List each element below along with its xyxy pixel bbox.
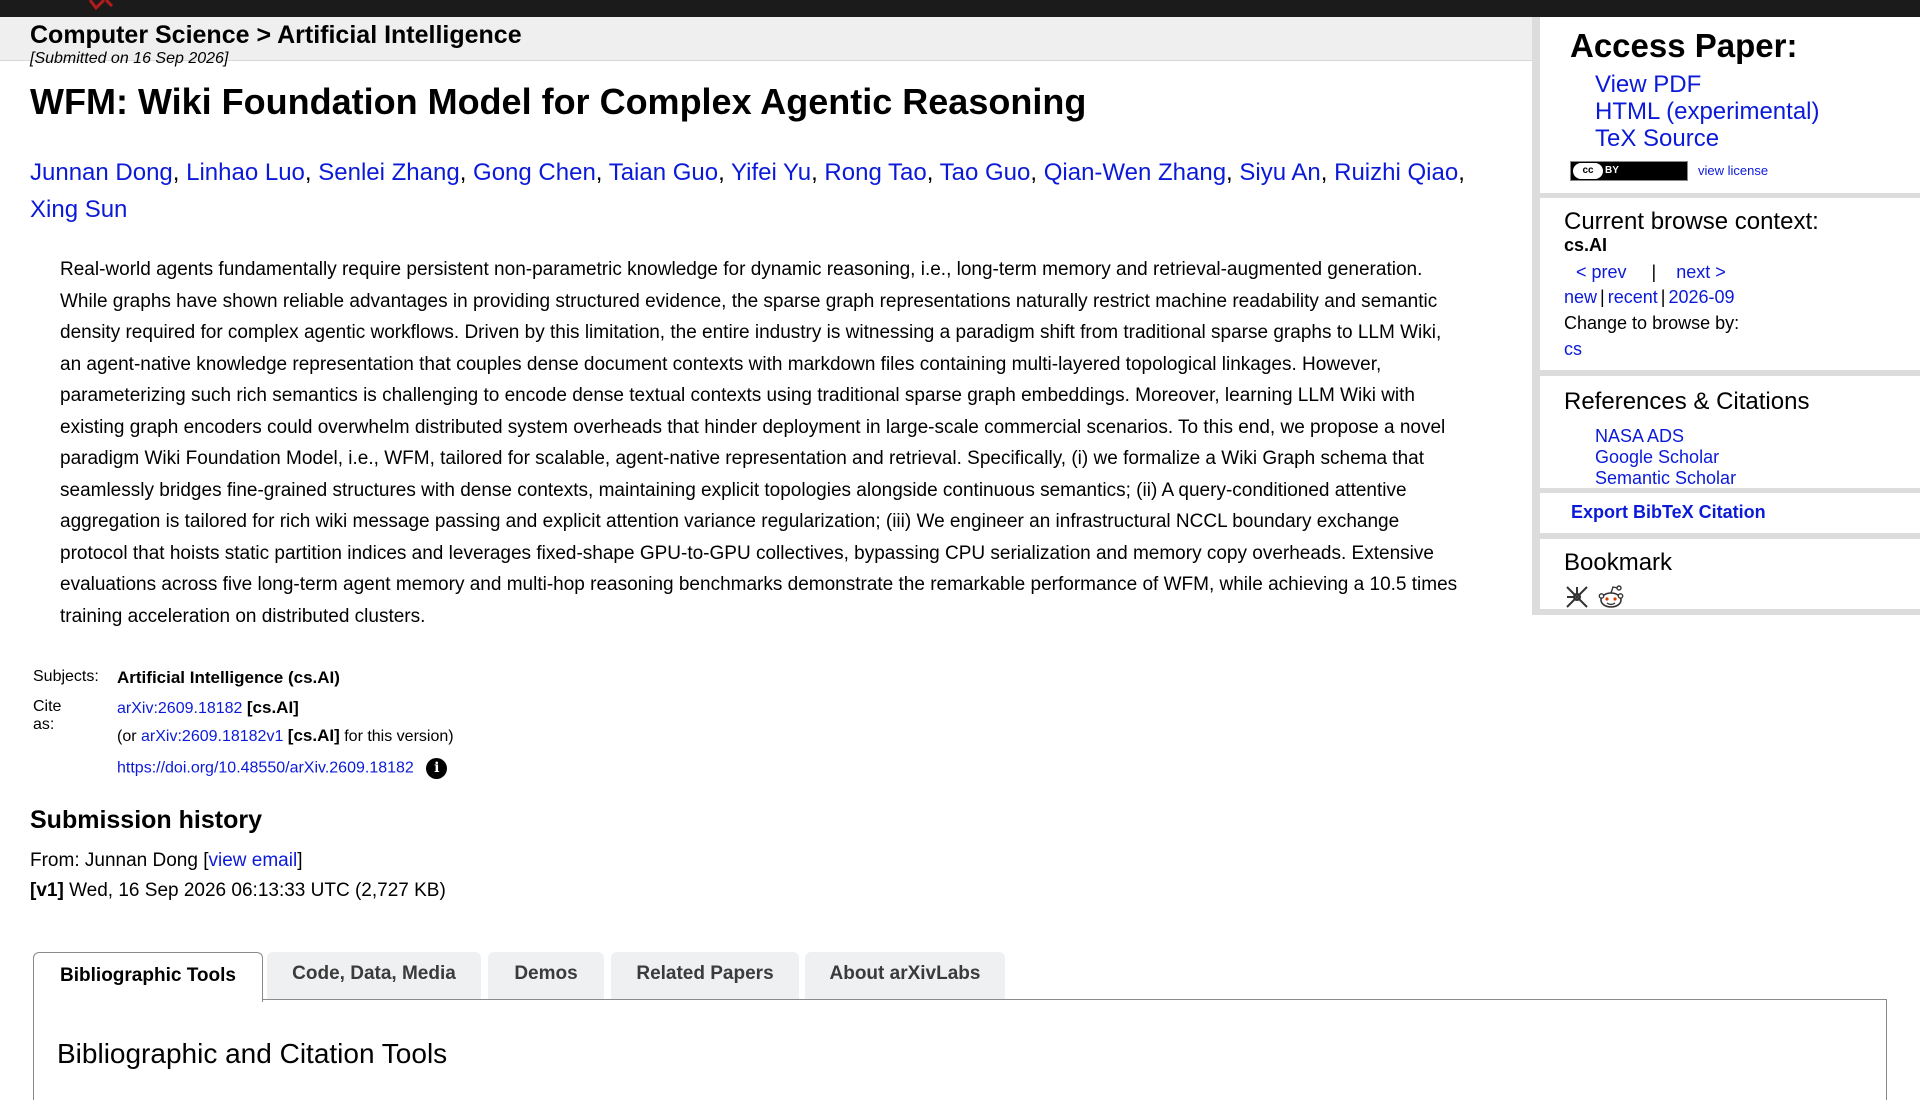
submission-date: [Submitted on 16 Sep 2026]	[30, 50, 229, 67]
tab-about-arxivlabs[interactable]: About arXivLabs	[805, 952, 1005, 999]
abstract: Real-world agents fundamentally require persistent non-parametric knowledge for dynamic reasoning, i.e., long-term memory and retrieval-augmented generation. While graphs have shown reliable advantages in providing structured evidence, the sparse graph representations naturally restrict machine readability and semantic density required for complex agentic workflows. Driven by this limitation, the entire industry is witnessing a paradigm shift from traditional sparse graphs to LLM Wiki, an agent-native knowledge representation that couples dense document contexts with markdown files containing multi-layered topological linkages. However, parameterizing such rich semantics is challenging to encode dense textual contexts using traditional sparse graph embeddings. Moreover, learning LLM Wiki with existing graph encoders could overwhelm distributed system overheads that hinder deployment in large-scale commercial scenarios. To this end, we propose a novel paradigm Wiki Foundation Model, i.e., WFM, tailored for scalable, agent-native representation and retrieval. Specifically, (i) we formalize a Wiki Graph schema that seamlessly bridges fine-grained structures with dense contexts, maintaining explicit topologies alongside continuous semantics; (ii) A query-conditioned attentive aggregation is tailored for rich wiki message passing and explicit attention variance regularization; (iii) We engineer an infrastructural NCCL boundary exchange protocol that hoists static partition indices and leverages fixed-shape GPU-to-GPU collectives, bypassing CPU serialization and memory copy overheads. Extensive evaluations across five long-term agent memory and multi-hop reasoning benchmarks demonstrate the remarkable performance of WFM, while achieving a 10.5 times training acceleration on distributed clusters.	[60, 259, 1458, 627]
list-divider: |	[1600, 287, 1605, 307]
author-link[interactable]: Taian Guo	[608, 159, 719, 186]
bookmark-icons	[1564, 584, 1628, 610]
breadcrumb	[0, 17, 1532, 61]
author-link[interactable]: Ruizhi Qiao	[1334, 159, 1459, 186]
by-label: BY	[1605, 165, 1619, 176]
browse-context-box	[1540, 198, 1920, 370]
version-arxiv-link[interactable]: arXiv:2609.18182v1	[141, 728, 284, 745]
browse-context-value: cs.AI	[1564, 235, 1608, 255]
breadcrumb-separator: >	[256, 21, 272, 49]
version-suffix: for this version)	[344, 728, 454, 745]
browse-context-heading: Current browse context:	[1564, 208, 1819, 235]
breadcrumb-artificial-intelligence[interactable]: Artificial Intelligence	[277, 21, 522, 49]
paper-title: WFM: Wiki Foundation Model for Complex Agentic Reasoning	[30, 81, 1087, 122]
bookmark-heading: Bookmark	[1564, 549, 1673, 576]
sidebar	[1532, 17, 1920, 615]
version-details: Wed, 16 Sep 2026 06:13:33 UTC (2,727 KB)	[69, 880, 446, 901]
info-icon[interactable]: i	[426, 758, 447, 779]
author-link[interactable]: Xing Sun	[30, 196, 128, 223]
cite-label: Cite as:	[33, 698, 62, 733]
top-header-bar	[0, 0, 1920, 17]
version-entry	[30, 876, 446, 906]
bookmark-box	[1540, 539, 1920, 609]
bibsonomy-icon[interactable]	[1564, 584, 1590, 610]
prev-next-nav	[1576, 262, 1726, 283]
submission-history	[30, 804, 446, 906]
references-heading: References & Citations	[1564, 388, 1810, 415]
nasa-ads-link[interactable]: NASA ADS	[1595, 426, 1685, 446]
bibtex-box	[1540, 493, 1920, 533]
from-bracket: ]	[297, 850, 303, 871]
cite-tag: [cs.AI]	[246, 698, 299, 717]
author-link[interactable]: Junnan Dong	[30, 159, 173, 186]
browse-cs-link[interactable]: cs	[1564, 339, 1582, 359]
author-link[interactable]: Gong Chen	[473, 159, 596, 186]
browse-list-links	[1564, 287, 1735, 308]
access-links	[1595, 71, 1820, 152]
semantic-scholar-link[interactable]: Semantic Scholar	[1595, 468, 1737, 488]
version-prefix: (or	[117, 728, 137, 745]
submission-history-heading: Submission history	[30, 806, 262, 834]
author-link[interactable]: Rong Tao	[824, 159, 927, 186]
change-browse-label: Change to browse by:	[1564, 313, 1740, 333]
prev-link[interactable]: < prev	[1576, 262, 1627, 282]
tab-panel	[33, 999, 1887, 1100]
list-divider: |	[1660, 287, 1666, 307]
author-list: Junnan Dong, Linhao Luo, Senlei Zhang, Gong Chen, Taian Guo, Yifei Yu, Rong Tao, Tao Guo, Qian-Wen Zhang, Siyu An, Ruizhi Qiao, Xing Sun	[30, 159, 1465, 223]
view-license-link[interactable]: view license	[1698, 163, 1769, 178]
view-email-link[interactable]: view email	[208, 850, 298, 871]
breadcrumb-computer-science[interactable]: Computer Science	[30, 21, 250, 49]
author-link[interactable]: Siyu An	[1239, 159, 1321, 186]
cc-by-license-icon[interactable]	[1570, 161, 1688, 181]
export-bibtex-link[interactable]: Export BibTeX Citation	[1571, 502, 1766, 522]
arxiv-logo-fragment-icon[interactable]	[86, 0, 126, 12]
version-tag-v1: [v1]	[30, 880, 64, 901]
references-links	[1595, 426, 1736, 489]
tex-source-link[interactable]: TeX Source	[1595, 125, 1720, 152]
references-box	[1540, 376, 1920, 488]
submission-from	[30, 846, 446, 876]
tab-panel-heading: Bibliographic and Citation Tools	[57, 1038, 448, 1069]
author-link[interactable]: Linhao Luo	[186, 159, 305, 186]
view-pdf-link[interactable]: View PDF	[1595, 71, 1702, 98]
tab-related-papers[interactable]: Related Papers	[611, 952, 799, 999]
author-link[interactable]: Senlei Zhang	[318, 159, 460, 186]
next-link[interactable]: next >	[1676, 262, 1726, 282]
author-link[interactable]: Qian-Wen Zhang	[1043, 159, 1227, 186]
reddit-icon[interactable]	[1598, 584, 1624, 610]
nav-divider: |	[1651, 262, 1657, 282]
tab-bibliographic-tools[interactable]: Bibliographic Tools	[33, 952, 263, 1002]
google-scholar-link[interactable]: Google Scholar	[1595, 447, 1720, 467]
tab-demos[interactable]: Demos	[488, 952, 604, 999]
doi-link[interactable]: https://doi.org/10.48550/arXiv.2609.18182	[117, 759, 414, 777]
cite-arxiv-link[interactable]: arXiv:2609.18182	[117, 700, 243, 717]
tab-code-data-media[interactable]: Code, Data, Media	[267, 952, 481, 999]
subjects-value: Artificial Intelligence (cs.AI)	[117, 668, 340, 687]
new-link[interactable]: new	[1564, 287, 1598, 307]
month-link[interactable]: 2026-09	[1668, 287, 1735, 307]
subjects-label: Subjects:	[33, 668, 99, 685]
from-text: From: Junnan Dong [	[30, 850, 209, 871]
version-tag: [cs.AI]	[287, 726, 340, 745]
main-content	[0, 17, 1532, 61]
access-paper-box	[1540, 17, 1920, 193]
access-paper-heading: Access Paper:	[1570, 27, 1798, 64]
cc-label: cc	[1573, 163, 1603, 179]
html-experimental-link[interactable]: HTML (experimental)	[1595, 98, 1820, 125]
author-link[interactable]: Tao Guo	[939, 159, 1031, 186]
recent-link[interactable]: recent	[1607, 287, 1658, 307]
author-link[interactable]: Yifei Yu	[731, 159, 812, 186]
